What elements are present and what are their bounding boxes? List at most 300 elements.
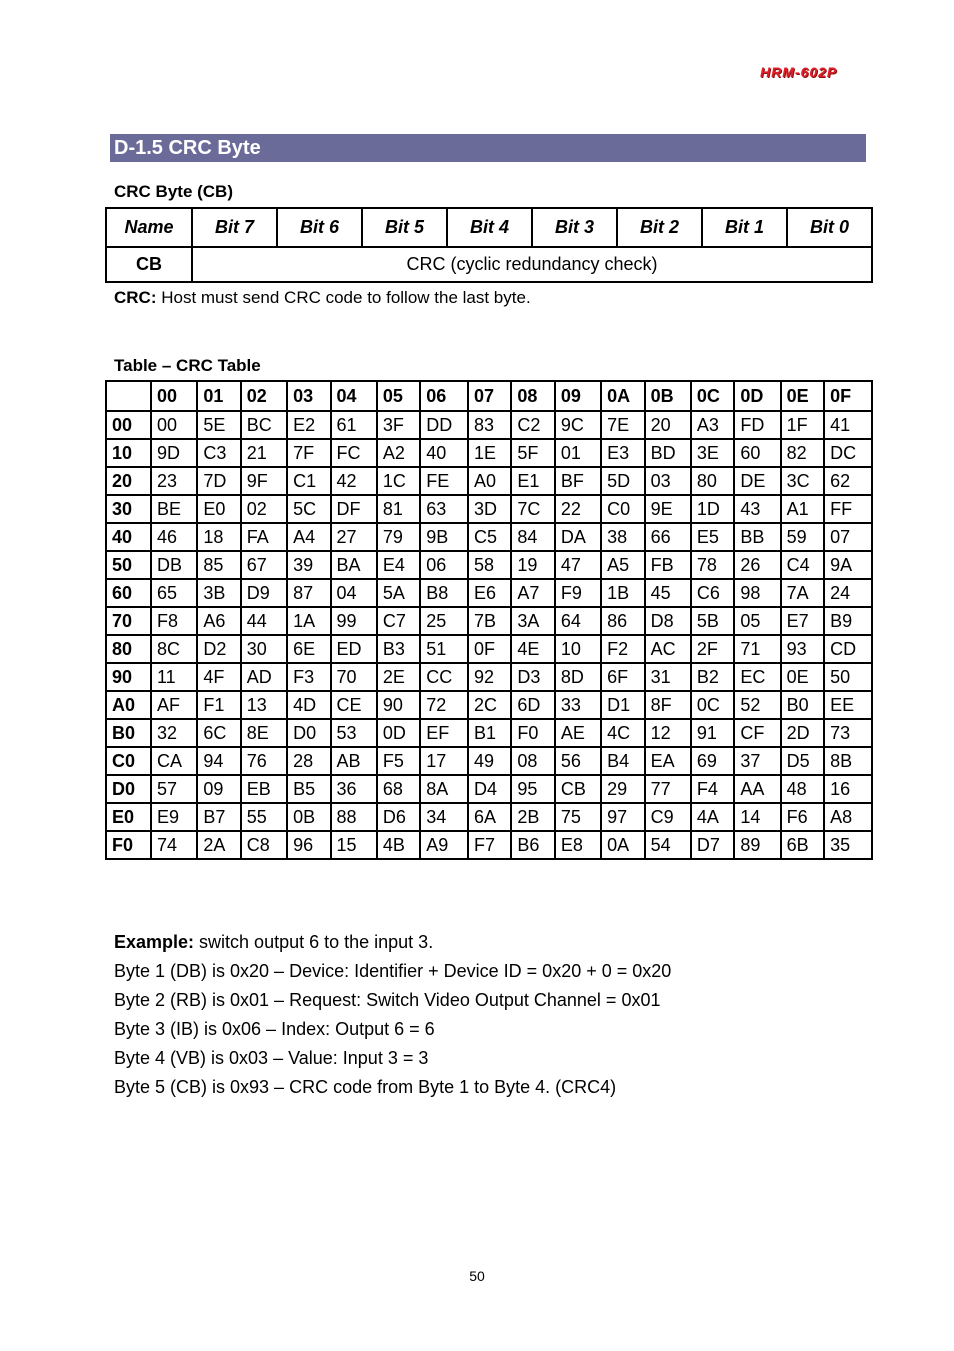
table-row [106, 663, 872, 691]
table-cell: 4B [377, 831, 420, 859]
table-cell: EC [734, 663, 780, 691]
header-cell: Bit 5 [362, 208, 447, 247]
table-cell: 8C [151, 635, 197, 663]
table-cell: 4F [197, 663, 240, 691]
table-cell: 75 [555, 803, 601, 831]
table-cell: CD [824, 635, 872, 663]
table-cell: D8 [645, 607, 691, 635]
column-header: 0A [601, 381, 644, 411]
table-cell: 90 [377, 691, 420, 719]
example-label: Example: [114, 932, 195, 952]
table-cell: 1C [377, 467, 420, 495]
table-row [106, 803, 872, 831]
crc-byte-caption: CRC Byte (CB) [114, 182, 233, 201]
table-cell: 04 [331, 579, 377, 607]
table-cell: 1F [781, 411, 824, 439]
row-header: 90 [106, 663, 151, 691]
table-cell: B8 [420, 579, 468, 607]
table-cell: 82 [781, 439, 824, 467]
table-cell: 40 [420, 439, 468, 467]
brand-logo-text: HRM-602P [760, 64, 838, 80]
table-cell: DF [331, 495, 377, 523]
table-row [106, 467, 872, 495]
table-cell: 32 [151, 719, 197, 747]
table-cell: ED [331, 635, 377, 663]
table-cell: 2B [511, 803, 554, 831]
table-cell: 19 [511, 551, 554, 579]
header-cell: Bit 2 [617, 208, 702, 247]
table-cell: 29 [601, 775, 644, 803]
table-cell: 99 [331, 607, 377, 635]
table-cell: D6 [377, 803, 420, 831]
table-cell: 8E [241, 719, 287, 747]
table-cell: 8D [555, 663, 601, 691]
table-cell: 9A [824, 551, 872, 579]
table-cell: 24 [824, 579, 872, 607]
table-cell: BD [645, 439, 691, 467]
table-cell: 18 [197, 523, 240, 551]
example-line: Byte 4 (VB) is 0x03 – Value: Input 3 = 3 [114, 1048, 429, 1068]
table-cell: 14 [734, 803, 780, 831]
table-cell: E4 [377, 551, 420, 579]
table-cell: 4C [601, 719, 644, 747]
table-cell: 46 [151, 523, 197, 551]
table-row [106, 523, 872, 551]
column-header: 03 [287, 381, 330, 411]
table-cell: FD [734, 411, 780, 439]
table-cell: 70 [331, 663, 377, 691]
table-cell: 78 [691, 551, 734, 579]
table-cell: A5 [601, 551, 644, 579]
column-header: 0B [645, 381, 691, 411]
crc-note [114, 288, 531, 308]
table-cell: E2 [287, 411, 330, 439]
table-cell: 2C [468, 691, 511, 719]
row-header: 30 [106, 495, 151, 523]
table-cell: B3 [377, 635, 420, 663]
table-cell: C2 [511, 411, 554, 439]
table-cell: 9B [420, 523, 468, 551]
table-cell: 91 [691, 719, 734, 747]
table-cell: 47 [555, 551, 601, 579]
table-cell: 93 [781, 635, 824, 663]
example-line: Byte 3 (IB) is 0x06 – Index: Output 6 = 6 [114, 1019, 435, 1039]
row-header: 60 [106, 579, 151, 607]
table-cell: C7 [377, 607, 420, 635]
table-cell: EE [824, 691, 872, 719]
table-cell: 69 [691, 747, 734, 775]
table-cell: 7B [468, 607, 511, 635]
column-header: 06 [420, 381, 468, 411]
table-cell: E0 [197, 495, 240, 523]
column-header: 0C [691, 381, 734, 411]
table-cell: 10 [555, 635, 601, 663]
row-header: 10 [106, 439, 151, 467]
table-row [106, 775, 872, 803]
table-cell: 63 [420, 495, 468, 523]
table-cell: 21 [241, 439, 287, 467]
table-cell: 68 [377, 775, 420, 803]
column-header: 08 [511, 381, 554, 411]
table-cell: 76 [241, 747, 287, 775]
table-cell: 3A [511, 607, 554, 635]
table-cell: 4E [511, 635, 554, 663]
table-cell: 31 [645, 663, 691, 691]
table-cell: E9 [151, 803, 197, 831]
table-cell: 64 [555, 607, 601, 635]
table-row [106, 719, 872, 747]
table-cell: 3B [197, 579, 240, 607]
table-cell: EA [645, 747, 691, 775]
table-row [106, 439, 872, 467]
table-cell: 07 [824, 523, 872, 551]
table-cell: 79 [377, 523, 420, 551]
column-header: 0F [824, 381, 872, 411]
table-cell: 7D [197, 467, 240, 495]
table-cell: 7A [781, 579, 824, 607]
table-cell: 57 [151, 775, 197, 803]
table-cell: 6D [511, 691, 554, 719]
header-cell: Bit 7 [192, 208, 277, 247]
table-cell: 8B [824, 747, 872, 775]
table-cell: B7 [197, 803, 240, 831]
row-header: A0 [106, 691, 151, 719]
table-cell: BB [734, 523, 780, 551]
table-cell: C9 [645, 803, 691, 831]
table-cell: 96 [287, 831, 330, 859]
header-cell: Bit 3 [532, 208, 617, 247]
table-cell: 22 [555, 495, 601, 523]
table-cell: F8 [151, 607, 197, 635]
table-cell: AB [331, 747, 377, 775]
table-cell: A9 [420, 831, 468, 859]
table-cell: 13 [241, 691, 287, 719]
table-cell: F3 [287, 663, 330, 691]
table-cell: 42 [331, 467, 377, 495]
table-cell: 53 [331, 719, 377, 747]
table-cell: 3E [691, 439, 734, 467]
column-header: 07 [468, 381, 511, 411]
table-cell: 44 [241, 607, 287, 635]
table-cell: F5 [377, 747, 420, 775]
example-line: Byte 2 (RB) is 0x01 – Request: Switch Video Output Channel = 0x01 [114, 990, 661, 1010]
table-cell: 86 [601, 607, 644, 635]
table-cell: D0 [287, 719, 330, 747]
table-cell: 3D [468, 495, 511, 523]
row-header: F0 [106, 831, 151, 859]
table-cell: C1 [287, 467, 330, 495]
table-cell: 1D [691, 495, 734, 523]
table-cell: C0 [601, 495, 644, 523]
row-header: 70 [106, 607, 151, 635]
table-cell: 72 [420, 691, 468, 719]
table-cell: F4 [691, 775, 734, 803]
table-cell: 0F [468, 635, 511, 663]
table-row [106, 635, 872, 663]
table-cell: 08 [511, 747, 554, 775]
table-cell: 5F [511, 439, 554, 467]
table-cell: D5 [781, 747, 824, 775]
table-cell: 30 [241, 635, 287, 663]
table-cell: AA [734, 775, 780, 803]
table-cell: AF [151, 691, 197, 719]
table-cell: FF [824, 495, 872, 523]
table-cell: 50 [824, 663, 872, 691]
table-cell: CB [555, 775, 601, 803]
table-cell: A8 [824, 803, 872, 831]
table-row [106, 831, 872, 859]
table-cell: 65 [151, 579, 197, 607]
table-cell: 66 [645, 523, 691, 551]
table-row [106, 495, 872, 523]
table-cell: D2 [197, 635, 240, 663]
table-cell: 51 [420, 635, 468, 663]
crc-byte-table [105, 207, 873, 283]
table-cell: 5D [601, 467, 644, 495]
table-cell: 56 [555, 747, 601, 775]
table-cell: 37 [734, 747, 780, 775]
table-cell: 0E [781, 663, 824, 691]
crc-note-label: CRC: [114, 288, 157, 307]
table-cell: 36 [331, 775, 377, 803]
table-row [106, 607, 872, 635]
table-cell: 11 [151, 663, 197, 691]
table-cell: F2 [601, 635, 644, 663]
table-cell: 49 [468, 747, 511, 775]
table-cell: E7 [781, 607, 824, 635]
table-cell: 5C [287, 495, 330, 523]
table-cell: 88 [331, 803, 377, 831]
table-cell: 41 [824, 411, 872, 439]
table-cell: 83 [468, 411, 511, 439]
table-cell: A3 [691, 411, 734, 439]
table-cell: A0 [468, 467, 511, 495]
table-cell: E1 [511, 467, 554, 495]
table-cell: FE [420, 467, 468, 495]
table-cell: B2 [691, 663, 734, 691]
table-cell: F9 [555, 579, 601, 607]
crc-lookup-table [105, 380, 873, 860]
header-cell: Bit 0 [787, 208, 872, 247]
table-cell: 23 [151, 467, 197, 495]
table-cell: 17 [420, 747, 468, 775]
header-cell: Name [106, 208, 192, 247]
table-cell: 52 [734, 691, 780, 719]
row-header: 80 [106, 635, 151, 663]
table-cell: 35 [824, 831, 872, 859]
table-cell: 7F [287, 439, 330, 467]
table-cell: 4D [287, 691, 330, 719]
example-line: Byte 1 (DB) is 0x20 – Device: Identifier + Device ID = 0x20 + 0 = 0x20 [114, 961, 672, 981]
table-cell: CC [420, 663, 468, 691]
table-cell: D7 [691, 831, 734, 859]
row-header: 40 [106, 523, 151, 551]
table-cell: 34 [420, 803, 468, 831]
table-cell: DC [824, 439, 872, 467]
table-row [106, 747, 872, 775]
table-cell: 8A [420, 775, 468, 803]
table-cell: 84 [511, 523, 554, 551]
row-header: C0 [106, 747, 151, 775]
table-cell: 48 [781, 775, 824, 803]
table-cell: 0B [287, 803, 330, 831]
table-cell: A4 [287, 523, 330, 551]
table-cell: F6 [781, 803, 824, 831]
table-cell: 1E [468, 439, 511, 467]
column-header: 04 [331, 381, 377, 411]
column-header: 02 [241, 381, 287, 411]
table-cell: EB [241, 775, 287, 803]
table-cell: C6 [691, 579, 734, 607]
table-cell: 74 [151, 831, 197, 859]
table-row [106, 551, 872, 579]
table-cell: 6F [601, 663, 644, 691]
table-cell: 58 [468, 551, 511, 579]
table-cell: 71 [734, 635, 780, 663]
row-header: 20 [106, 467, 151, 495]
table-cell: A2 [377, 439, 420, 467]
table-cell: C8 [241, 831, 287, 859]
table-cell: 9F [241, 467, 287, 495]
table-cell: BF [555, 467, 601, 495]
table-cell: D1 [601, 691, 644, 719]
table-cell: E8 [555, 831, 601, 859]
table-cell: 80 [691, 467, 734, 495]
table-cell: 81 [377, 495, 420, 523]
table-cell: 98 [734, 579, 780, 607]
crc-byte-header-row [106, 208, 872, 247]
table-cell: 01 [555, 439, 601, 467]
table-cell: 59 [781, 523, 824, 551]
row-description: CRC (cyclic redundancy check) [192, 247, 872, 282]
table-cell: 06 [420, 551, 468, 579]
table-cell: F1 [197, 691, 240, 719]
header-cell: Bit 4 [447, 208, 532, 247]
table-cell: 33 [555, 691, 601, 719]
table-cell: FC [331, 439, 377, 467]
table-cell: 77 [645, 775, 691, 803]
row-header: D0 [106, 775, 151, 803]
table-cell: CA [151, 747, 197, 775]
column-header: 0D [734, 381, 780, 411]
row-header: E0 [106, 803, 151, 831]
table-cell: FA [241, 523, 287, 551]
table-cell: B6 [511, 831, 554, 859]
table-cell: 4A [691, 803, 734, 831]
table-cell: 20 [645, 411, 691, 439]
table-cell: 0A [601, 831, 644, 859]
table-cell: D9 [241, 579, 287, 607]
table-cell: 6E [287, 635, 330, 663]
table-cell: 28 [287, 747, 330, 775]
table-cell: 62 [824, 467, 872, 495]
table-cell: 25 [420, 607, 468, 635]
table-cell: F0 [511, 719, 554, 747]
crc-note-text: Host must send CRC code to follow the last byte. [156, 288, 531, 307]
corner-cell [106, 381, 151, 411]
table-cell: B1 [468, 719, 511, 747]
table-cell: 92 [468, 663, 511, 691]
table-cell: 7E [601, 411, 644, 439]
table-cell: 6A [468, 803, 511, 831]
table-cell: 26 [734, 551, 780, 579]
column-header: 00 [151, 381, 197, 411]
table-cell: 9E [645, 495, 691, 523]
table-cell: A1 [781, 495, 824, 523]
table-cell: B4 [601, 747, 644, 775]
table-cell: 0C [691, 691, 734, 719]
example-line: Byte 5 (CB) is 0x93 – CRC code from Byte 1 to Byte 4. (CRC4) [114, 1077, 617, 1097]
table-cell: 97 [601, 803, 644, 831]
example-block [114, 928, 671, 1102]
table-cell: AD [241, 663, 287, 691]
table-cell: D4 [468, 775, 511, 803]
table-cell: BC [241, 411, 287, 439]
table-cell: 2E [377, 663, 420, 691]
table-cell: 12 [645, 719, 691, 747]
example-intro [114, 928, 671, 957]
header-cell: Bit 6 [277, 208, 362, 247]
table-cell: 9D [151, 439, 197, 467]
table-cell: 9C [555, 411, 601, 439]
table-cell: A6 [197, 607, 240, 635]
table-cell: 5B [691, 607, 734, 635]
table-cell: DD [420, 411, 468, 439]
table-cell: 2D [781, 719, 824, 747]
table-cell: 00 [151, 411, 197, 439]
table-cell: 87 [287, 579, 330, 607]
column-header: 01 [197, 381, 240, 411]
table-cell: 5E [197, 411, 240, 439]
table-cell: 16 [824, 775, 872, 803]
table-cell: C3 [197, 439, 240, 467]
table-cell: 05 [734, 607, 780, 635]
table-cell: EF [420, 719, 468, 747]
table-cell: 09 [197, 775, 240, 803]
table-cell: DE [734, 467, 780, 495]
table-cell: B9 [824, 607, 872, 635]
table-cell: 1B [601, 579, 644, 607]
table-cell: 02 [241, 495, 287, 523]
table-cell: B5 [287, 775, 330, 803]
section-title: D-1.5 CRC Byte [110, 134, 866, 162]
table-cell: F7 [468, 831, 511, 859]
row-header: B0 [106, 719, 151, 747]
table-cell: 0D [377, 719, 420, 747]
table-cell: BE [151, 495, 197, 523]
table-row [106, 579, 872, 607]
table-cell: 61 [331, 411, 377, 439]
table-cell: 54 [645, 831, 691, 859]
table-cell: BA [331, 551, 377, 579]
table-cell: CE [331, 691, 377, 719]
table-cell: 5A [377, 579, 420, 607]
table-cell: DB [151, 551, 197, 579]
table-cell: 27 [331, 523, 377, 551]
table-cell: 43 [734, 495, 780, 523]
table-cell: 60 [734, 439, 780, 467]
table-cell: 3F [377, 411, 420, 439]
table-cell: 3C [781, 467, 824, 495]
crc-byte-row [106, 247, 872, 282]
crc-table-header-row [106, 381, 872, 411]
table-cell: E3 [601, 439, 644, 467]
table-cell: 6C [197, 719, 240, 747]
table-cell: FB [645, 551, 691, 579]
table-cell: 15 [331, 831, 377, 859]
table-cell: D3 [511, 663, 554, 691]
table-row [106, 411, 872, 439]
